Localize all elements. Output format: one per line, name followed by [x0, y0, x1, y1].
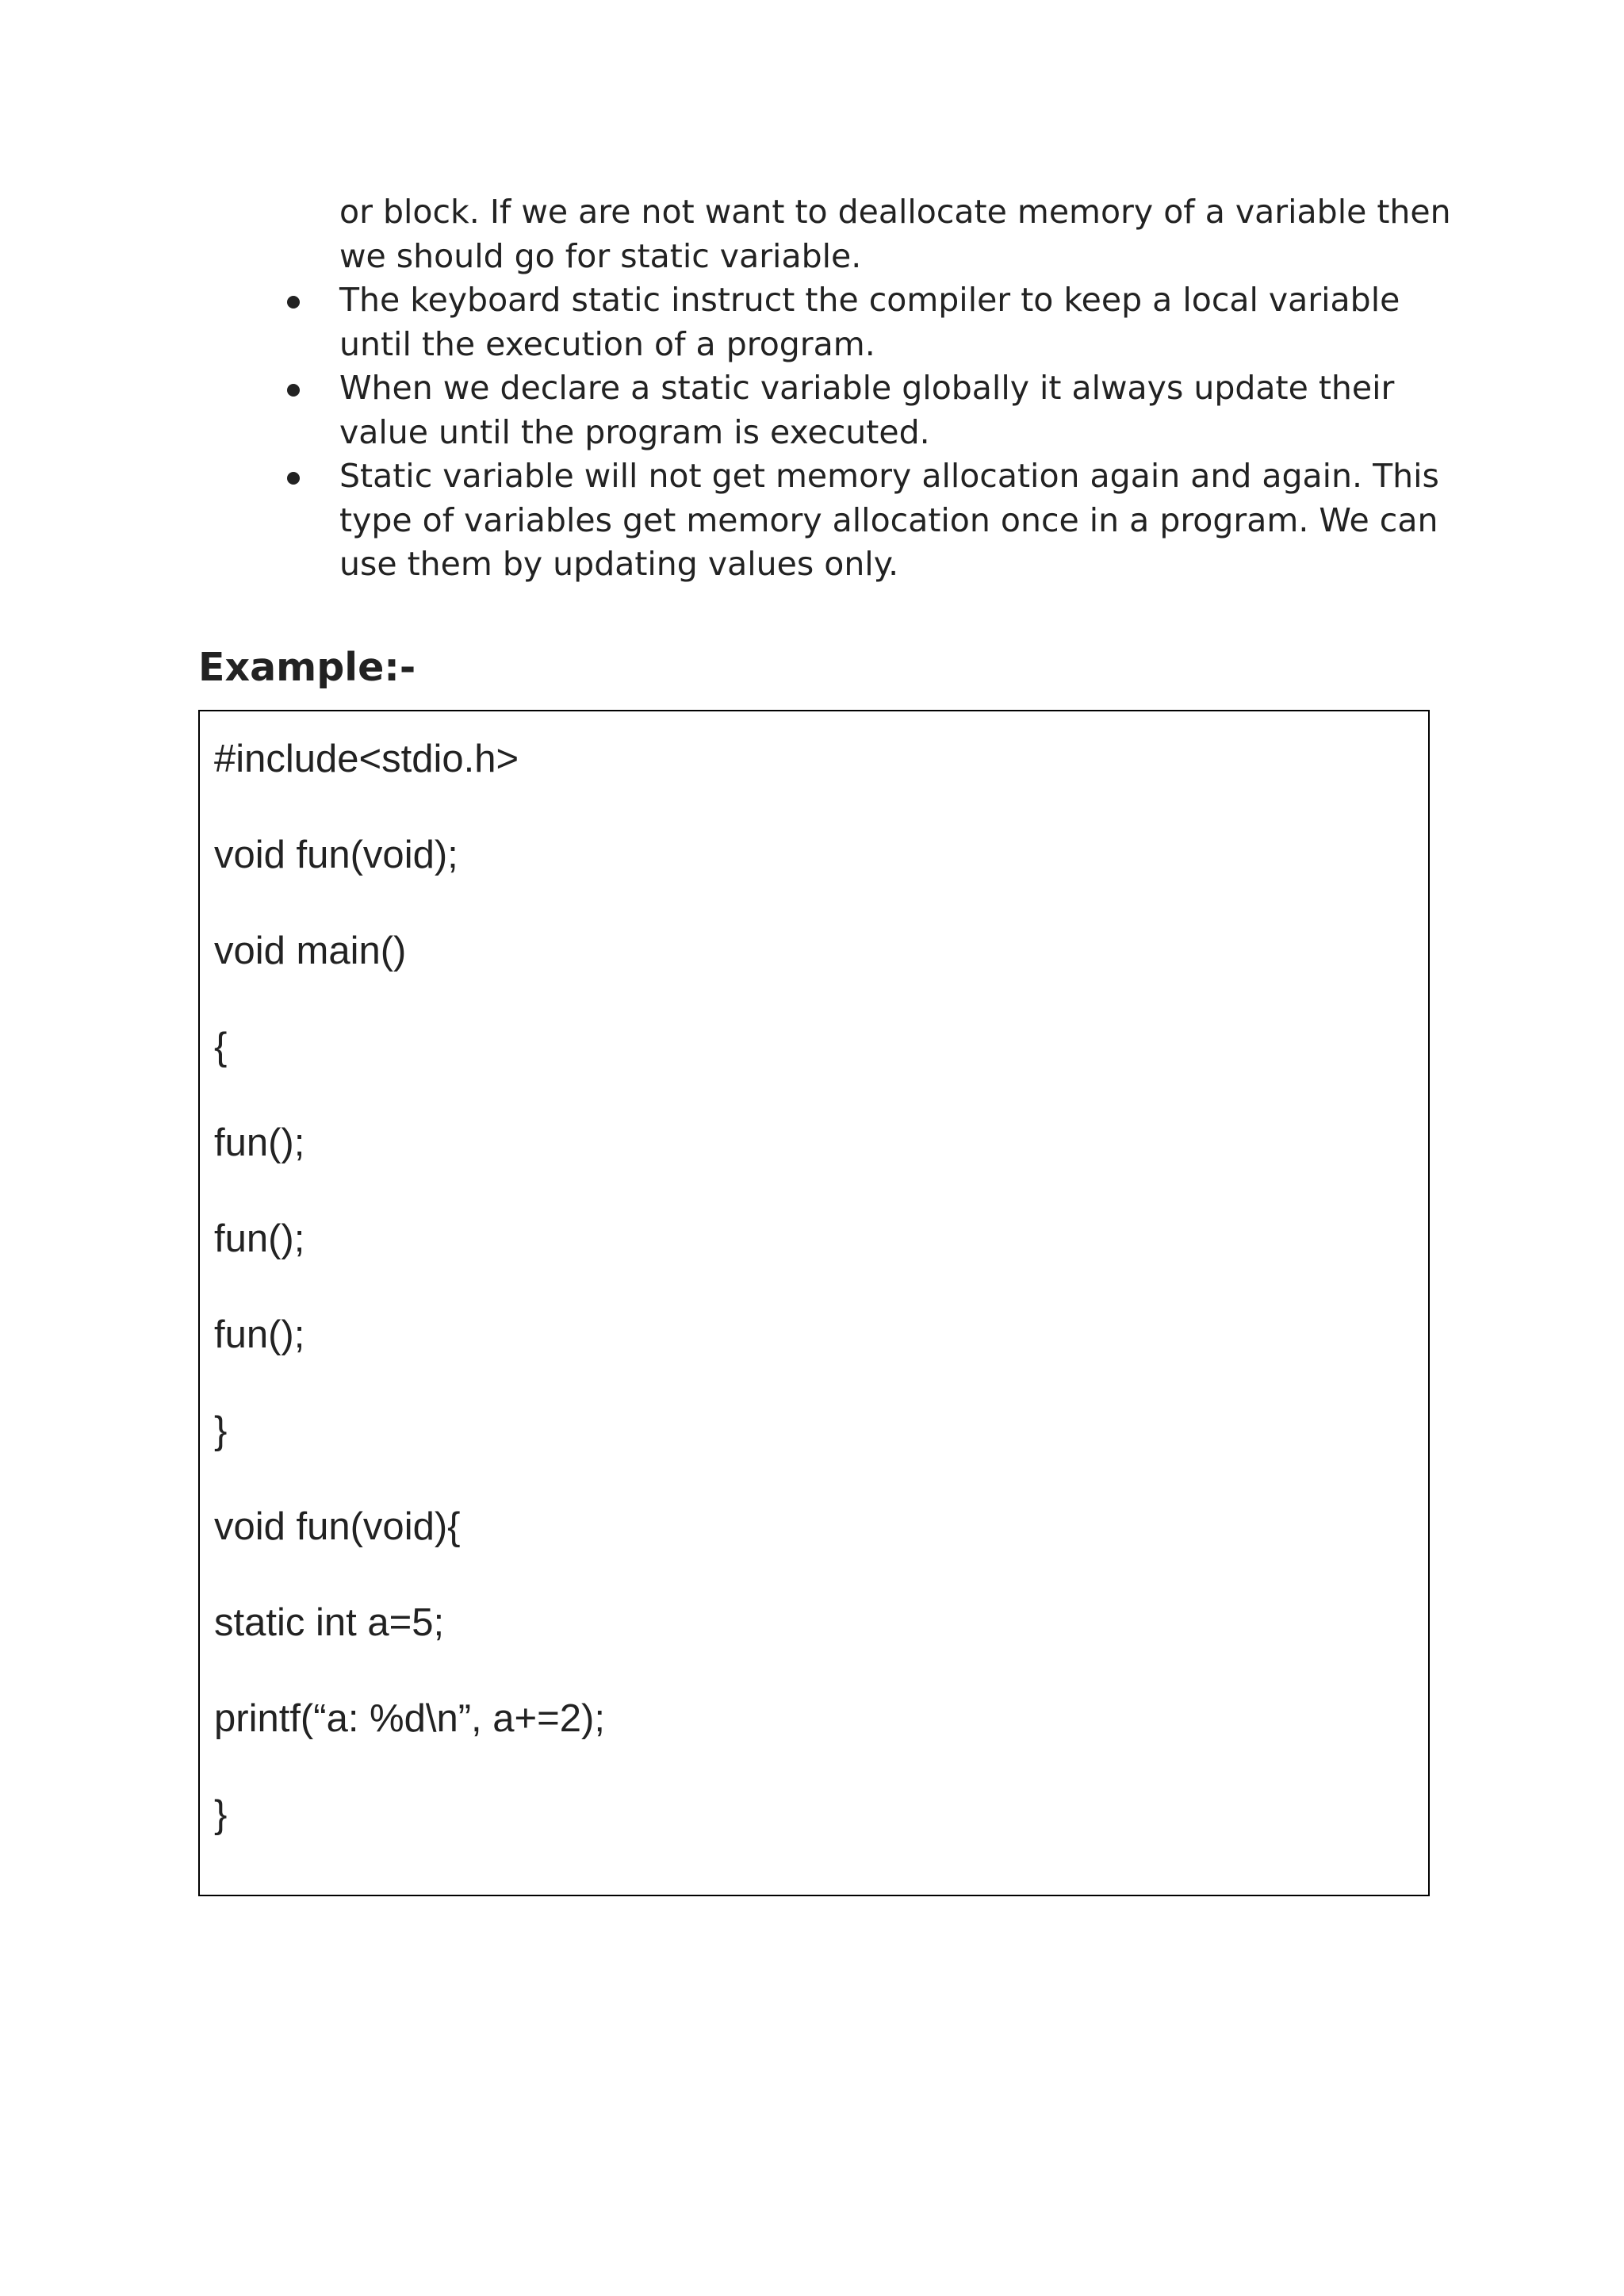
code-line: #include<stdio.h> — [214, 738, 519, 780]
bullet-item — [339, 366, 1450, 454]
code-line: void fun(void){ — [214, 1505, 461, 1548]
bullet-line: until the execution of a program. — [339, 324, 875, 363]
code-line: void main() — [214, 930, 407, 972]
bullet-icon — [287, 384, 300, 397]
bullet-item — [339, 454, 1450, 587]
body-text — [339, 190, 1450, 587]
bullet-line: use them by updating values only. — [339, 545, 899, 583]
code-line: { — [214, 1025, 228, 1068]
code-line: printf(“a: %d\n”, a+=2); — [214, 1697, 605, 1740]
bullet-line: value until the program is executed. — [339, 412, 930, 451]
code-line: fun(); — [214, 1313, 305, 1356]
bullet-line: When we declare a static variable globally it always update their — [339, 369, 1395, 407]
code-line: } — [214, 1793, 228, 1836]
code-line: fun(); — [214, 1217, 305, 1260]
bullet-icon — [287, 296, 300, 309]
paragraph-line: we should go for static variable. — [339, 236, 862, 275]
code-line: } — [214, 1409, 228, 1452]
code-line: fun(); — [214, 1121, 305, 1164]
bullet-icon — [287, 472, 300, 485]
bullet-line: type of variables get memory allocation once in a program. We can — [339, 500, 1438, 539]
bullet-line: Static variable will not get memory allocation again and again. This — [339, 457, 1439, 495]
example-heading: Example:- — [198, 645, 416, 690]
code-example-box — [198, 710, 1430, 1896]
bullet-item — [339, 278, 1450, 366]
code-line: static int a=5; — [214, 1601, 445, 1644]
bullet-line: The keyboard static instruct the compiler to keep a local variable — [339, 281, 1400, 319]
paragraph-line: or block. If we are not want to deallocate memory of a variable then — [339, 193, 1451, 231]
code-line: void fun(void); — [214, 834, 458, 876]
